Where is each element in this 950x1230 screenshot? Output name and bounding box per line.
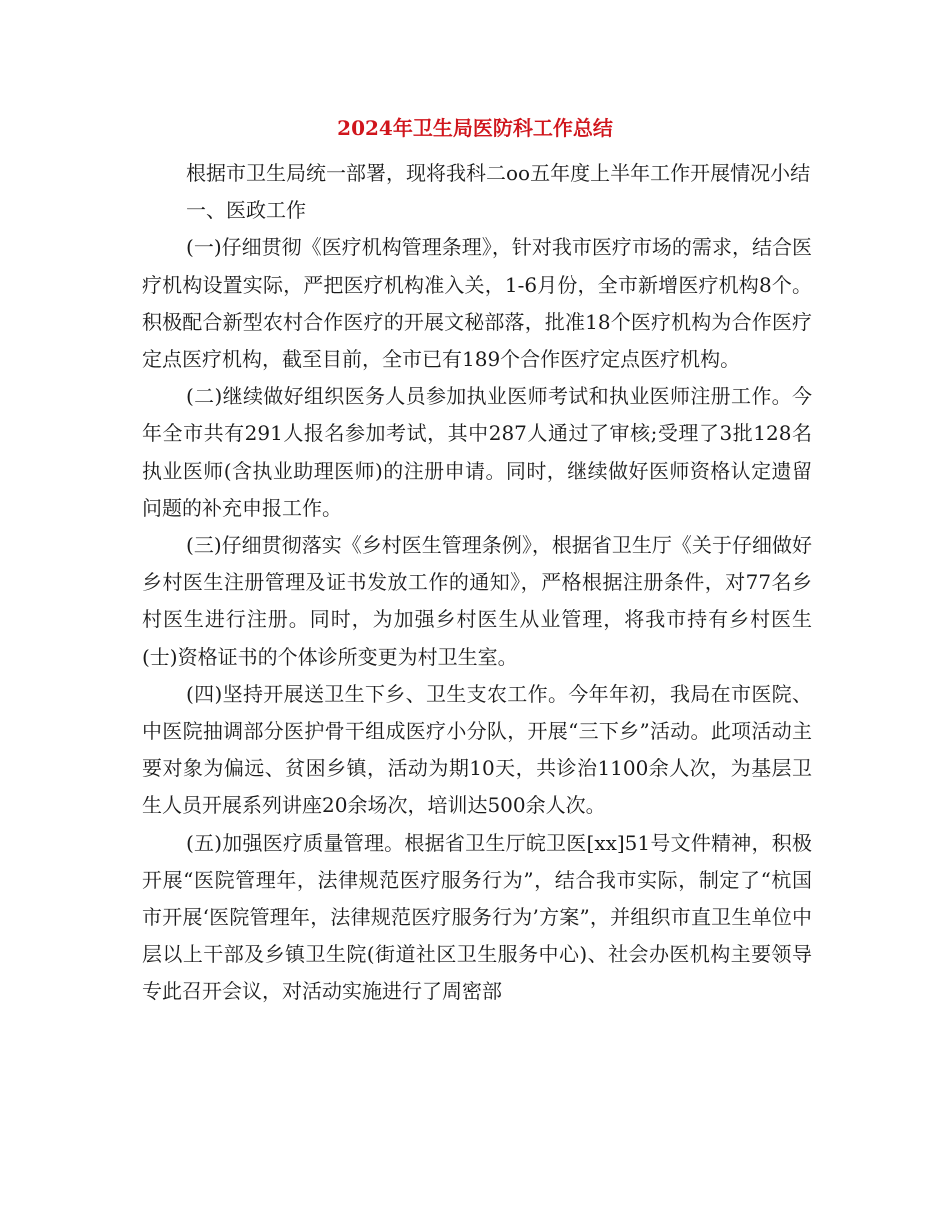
paragraph-item-5: (五)加强医疗质量管理。根据省卫生厅皖卫医[xx]51号文件精神，积极开展“医院管理年，法律规范医疗服务行为”，结合我市实际，制定了“杭国市开展‘医院管理年，法律规范医疗服务行为’方案”，并组织市直卫生单位中层以上干部及乡镇卫生院(街道社区卫生服务中心)、社会办医机构主要领导专此召开会议，对活动实施进行了周密部 xyxy=(142,830,812,1004)
section-heading-medical-admin: 一、医政工作 xyxy=(186,198,306,223)
paragraph-intro: 根据市卫生局统一部署，现将我科二oo五年度上半年工作开展情况小结 xyxy=(186,161,811,185)
paragraph-item-4: (四)坚持开展送卫生下乡、卫生支农工作。今年年初，我局在市医院、中医院抽调部分医护骨干组成医疗小分队，开展“三下乡”活动。此项活动主要对象为偏远、贫困乡镇，活动为期10天，共诊治1100余人次，为基层卫生人员开展系列讲座20余场次，培训达500余人次。 xyxy=(142,681,812,818)
paragraph-item-2: (二)继续做好组织医务人员参加执业医师考试和执业医师注册工作。今年全市共有291人报名参加考试，其中287人通过了审核;受理了3批128名执业医师(含执业助理医师)的注册申请。同时，继续做好医师资格认定遗留问题的补充申报工作。 xyxy=(142,384,812,520)
document-title: 2024年卫生局医防科工作总结 xyxy=(337,116,613,140)
paragraph-item-1: (一)仔细贯彻《医疗机构管理条理》，针对我市医疗市场的需求，结合医疗机构设置实际，严把医疗机构准入关，1-6月份，全市新增医疗机构8个。积极配合新型农村合作医疗的开展文秘部落，批准18个医疗机构为合作医疗定点医疗机构，截至目前，全市已有189个合作医疗定点医疗机构。 xyxy=(142,235,812,372)
paragraph-item-3: (三)仔细贯彻落实《乡村医生管理条例》，根据省卫生厅《关于仔细做好乡村医生注册管理及证书发放工作的通知》，严格根据注册条件，对77名乡村医生进行注册。同时，为加强乡村医生从业管理，将我市持有乡村医生(士)资格证书的个体诊所变更为村卫生室。 xyxy=(142,533,812,669)
document-body xyxy=(142,155,812,1011)
